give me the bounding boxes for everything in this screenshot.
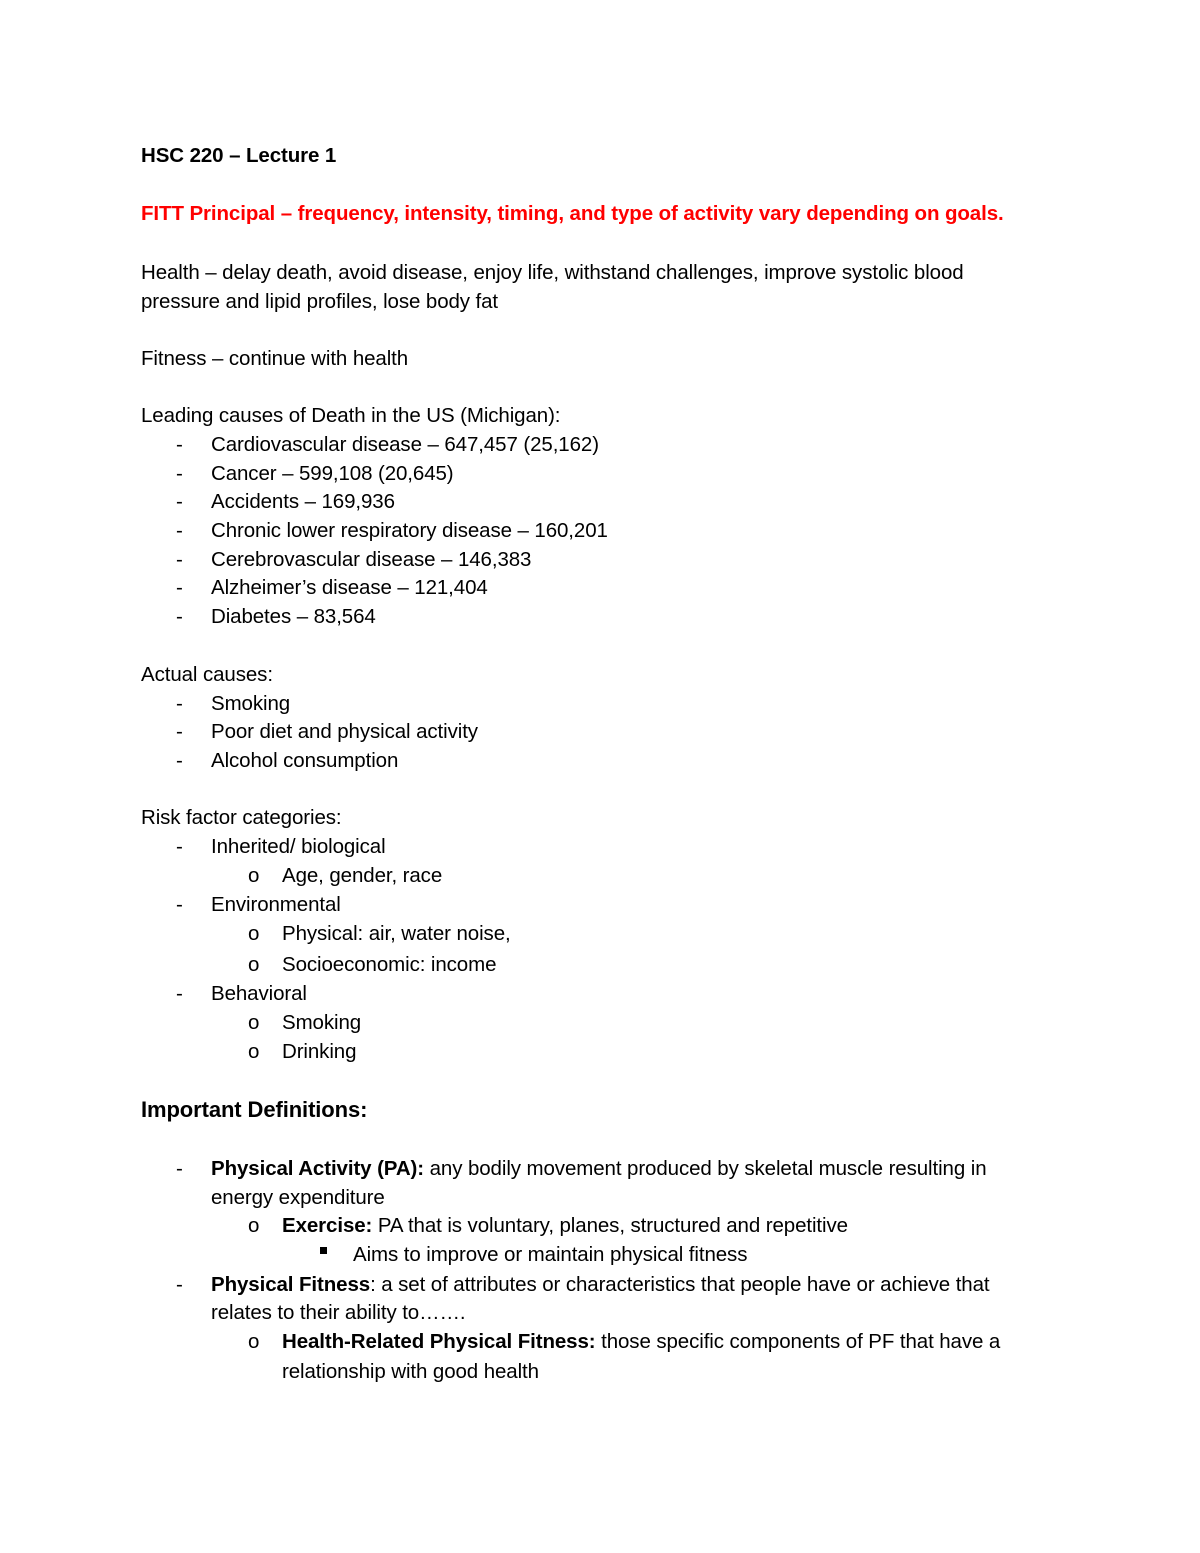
dash-bullet: - (176, 462, 183, 485)
list-item: Environmental (211, 893, 341, 916)
fitness-line: Fitness – continue with health (141, 347, 409, 370)
circle-bullet: o (248, 1330, 260, 1353)
dash-bullet: - (176, 835, 183, 858)
definition-text-continued: energy expenditure (211, 1186, 385, 1209)
sub-list-item: Age, gender, race (282, 864, 443, 887)
dash-bullet: - (176, 720, 183, 743)
list-item: Inherited/ biological (211, 835, 386, 858)
definition-text: : a set of attributes or characteristics that people have or achieve that (370, 1273, 990, 1296)
fitt-text: – frequency, intensity, timing, and type of activity vary depending on goals. (275, 202, 1004, 225)
dash-bullet: - (176, 749, 183, 772)
definition-text: PA that is voluntary, planes, structured and repetitive (372, 1214, 848, 1237)
circle-bullet: o (248, 1214, 260, 1237)
circle-bullet: o (248, 953, 260, 976)
definition-text-continued: relates to their ability to……. (211, 1301, 466, 1324)
list-item: Cancer – 599,108 (20,645) (211, 462, 454, 485)
definition-text: any bodily movement produced by skeletal muscle resulting in (424, 1157, 987, 1180)
fitt-label: FITT Principal (141, 202, 276, 225)
definition-exercise (282, 1211, 848, 1240)
list-item: Cardiovascular disease – 647,457 (25,162) (211, 433, 599, 456)
list-item: Alzheimer’s disease – 121,404 (211, 576, 488, 599)
dash-bullet: - (176, 605, 183, 628)
sub-sub-list-item: Aims to improve or maintain physical fitness (353, 1243, 748, 1266)
dash-bullet: - (176, 692, 183, 715)
definition-text-continued: relationship with good health (282, 1360, 539, 1383)
list-item: Behavioral (211, 982, 307, 1005)
definition-term: Exercise: (282, 1214, 373, 1237)
definitions-heading: Important Definitions: (141, 1097, 368, 1122)
definition-term: Physical Activity (PA): (211, 1157, 425, 1180)
definition-physical-activity (211, 1154, 987, 1183)
circle-bullet: o (248, 1040, 260, 1063)
dash-bullet: - (176, 433, 183, 456)
risk-factors-heading: Risk factor categories: (141, 806, 342, 829)
fitt-principle (141, 199, 1004, 228)
sub-list-item: Physical: air, water noise, (282, 922, 511, 945)
leading-causes-heading: Leading causes of Death in the US (Michigan): (141, 404, 561, 427)
definition-text: those specific components of PF that have a (595, 1330, 1001, 1353)
dash-bullet: - (176, 982, 183, 1005)
dash-bullet: - (176, 490, 183, 513)
list-item: Diabetes – 83,564 (211, 605, 376, 628)
circle-bullet: o (248, 864, 260, 887)
sub-list-item: Socioeconomic: income (282, 953, 497, 976)
list-item: Cerebrovascular disease – 146,383 (211, 548, 532, 571)
health-line-2: pressure and lipid profiles, lose body fat (141, 290, 499, 313)
circle-bullet: o (248, 922, 260, 945)
dash-bullet: - (176, 1157, 183, 1180)
list-item: Smoking (211, 692, 291, 715)
definition-term: Health-Related Physical Fitness: (282, 1330, 596, 1353)
actual-causes-heading: Actual causes: (141, 663, 273, 686)
definition-term: Physical Fitness (211, 1273, 371, 1296)
list-item: Chronic lower respiratory disease – 160,201 (211, 519, 608, 542)
page-title: HSC 220 – Lecture 1 (141, 144, 337, 167)
circle-bullet: o (248, 1011, 260, 1034)
list-item: Alcohol consumption (211, 749, 399, 772)
dash-bullet: - (176, 576, 183, 599)
sub-list-item: Drinking (282, 1040, 357, 1063)
dash-bullet: - (176, 519, 183, 542)
health-line-1: Health – delay death, avoid disease, enjoy life, withstand challenges, improve systolic blood (141, 261, 964, 284)
list-item: Poor diet and physical activity (211, 720, 478, 743)
square-bullet-icon (320, 1247, 327, 1254)
dash-bullet: - (176, 893, 183, 916)
sub-list-item: Smoking (282, 1011, 362, 1034)
definition-health-related-fitness (282, 1327, 1000, 1356)
definition-physical-fitness (211, 1270, 990, 1299)
dash-bullet: - (176, 1273, 183, 1296)
dash-bullet: - (176, 548, 183, 571)
list-item: Accidents – 169,936 (211, 490, 395, 513)
